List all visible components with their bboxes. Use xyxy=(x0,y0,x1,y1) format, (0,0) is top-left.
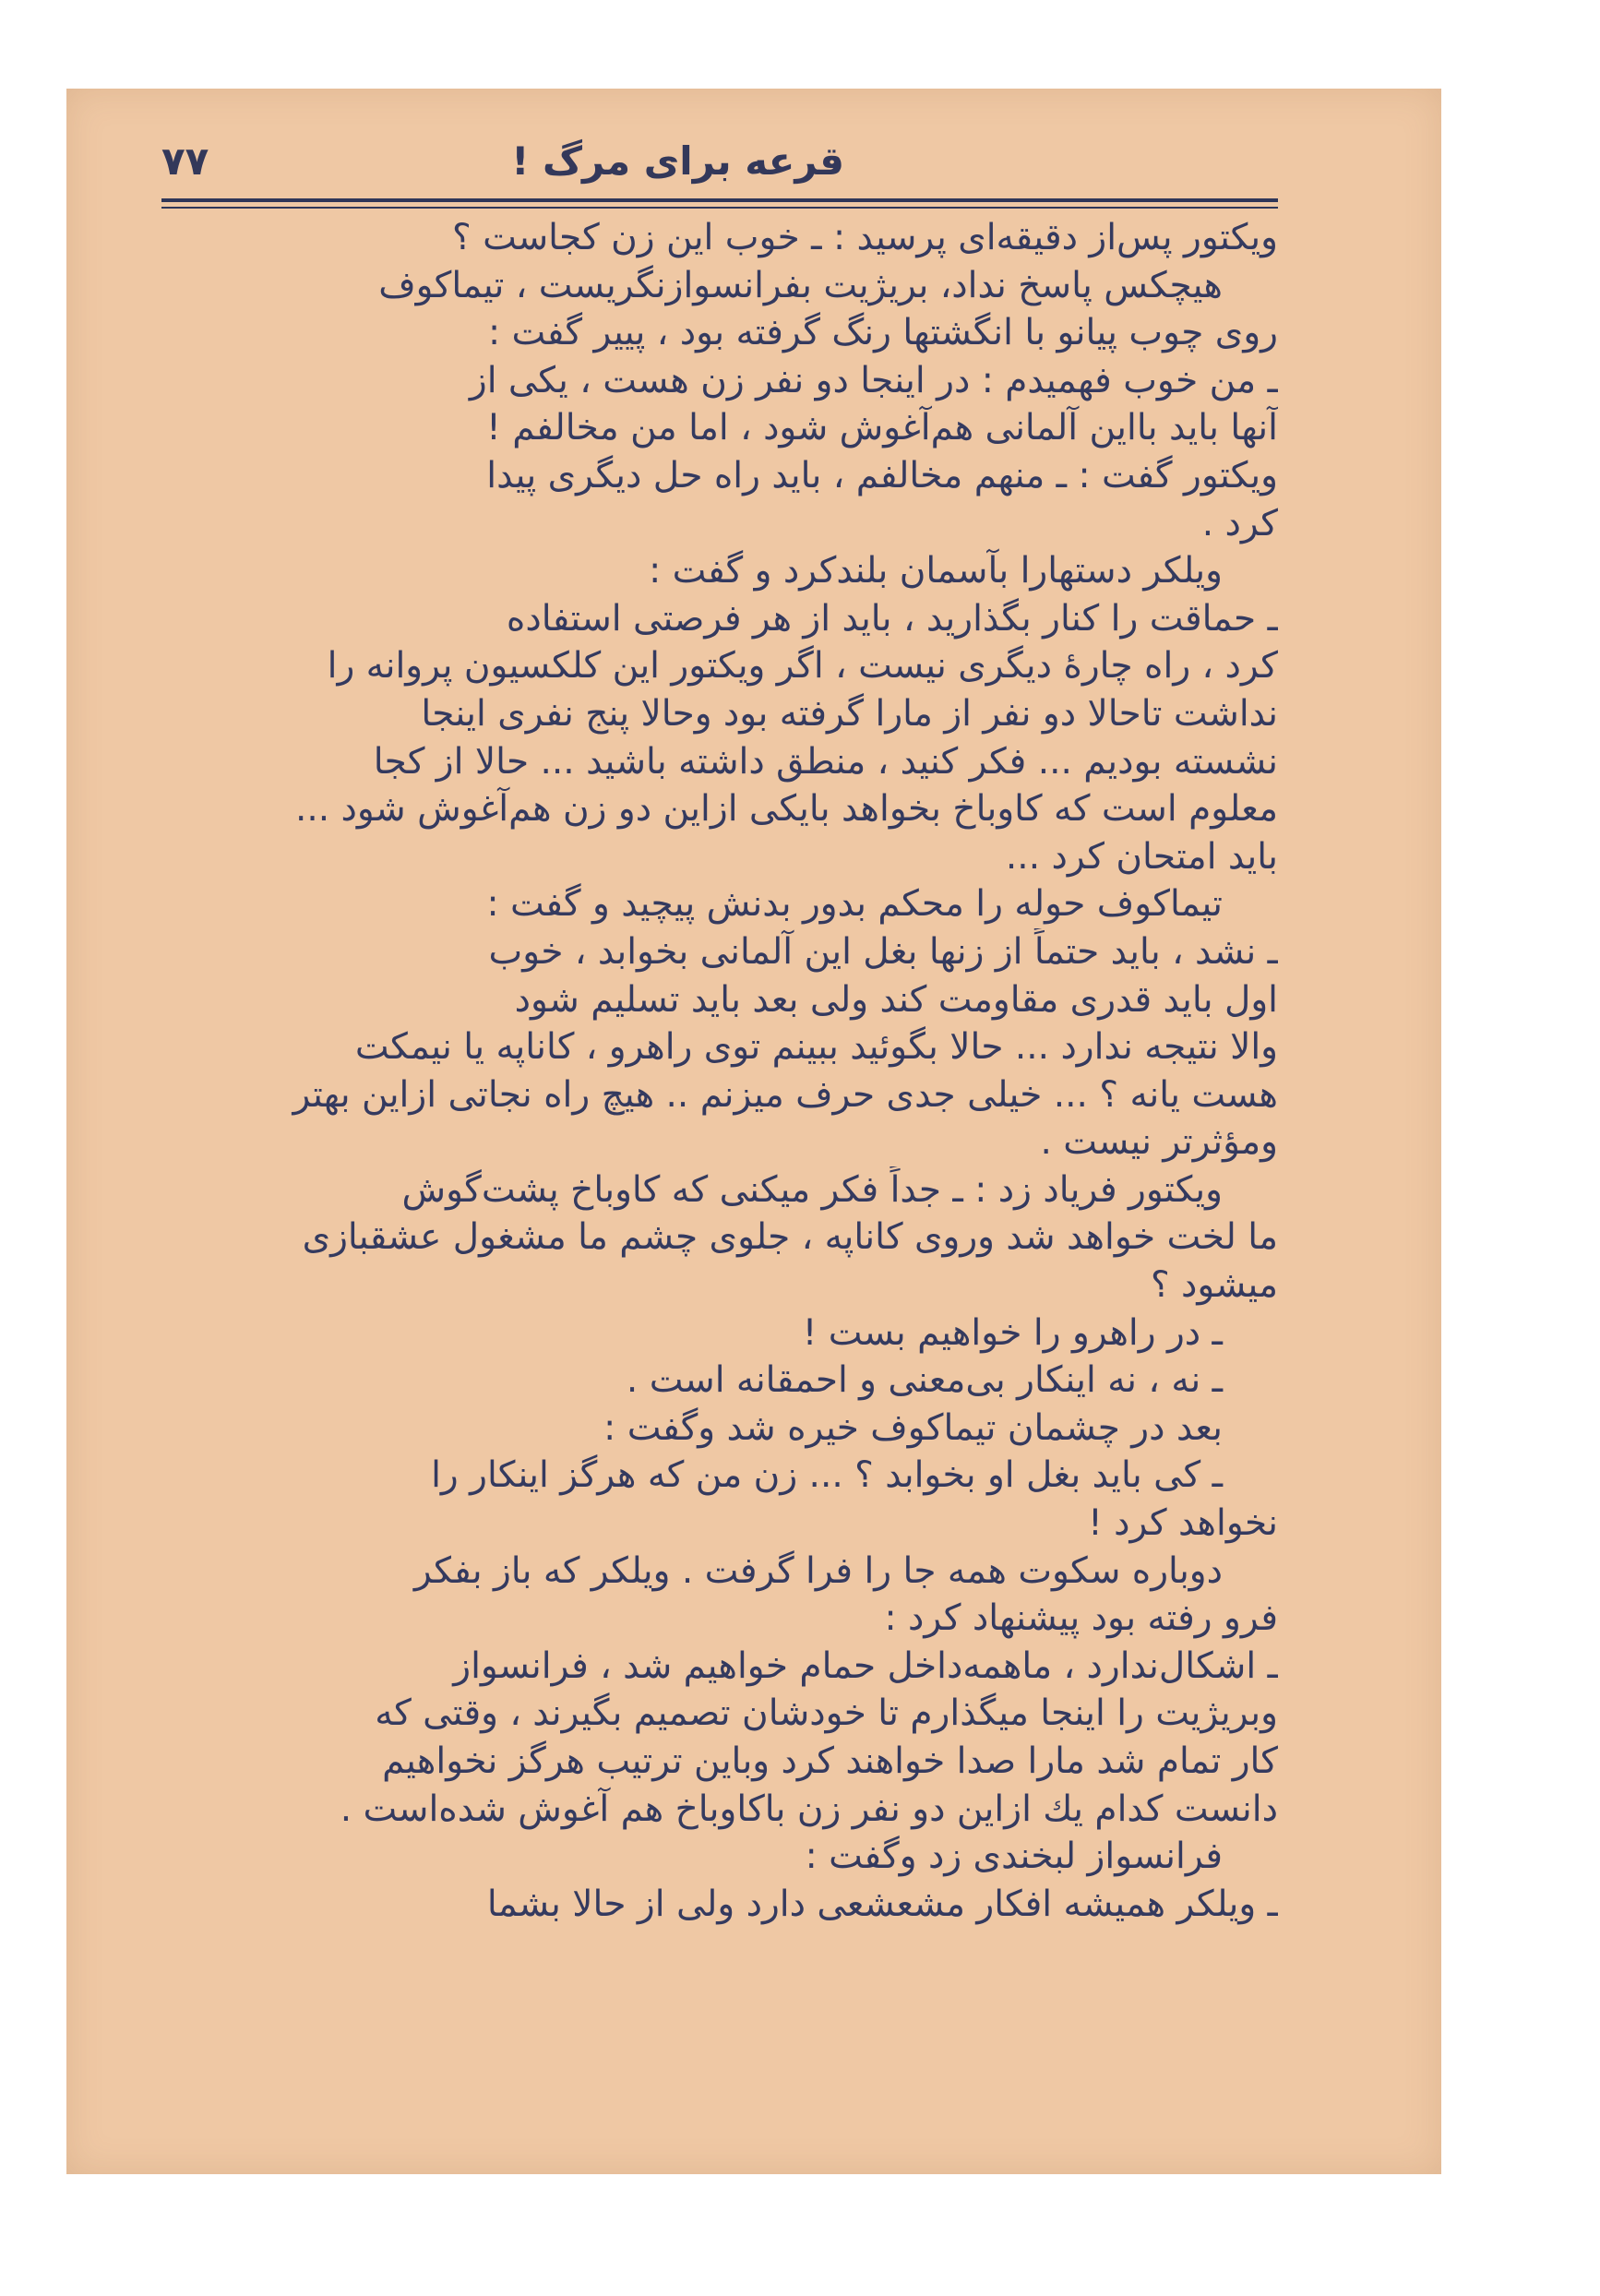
text-line: وبریژیت را اینجا میگذارم تا خودشان تصمیم بگیرند ، وقتی که xyxy=(375,1692,1278,1735)
text-line: میشود ؟ xyxy=(1150,1264,1278,1307)
running-title: قرعه برای مرگ ! xyxy=(511,138,844,184)
text-line: ـ در راهرو را خواهیم بست ! xyxy=(802,1311,1223,1354)
text-line: آنها باید بااین آلمانی هم‌آغوش شود ، اما من مخالفم ! xyxy=(486,407,1278,449)
text-line: ویکتور فریاد زد : ـ جداً فکر میکنی که کاوباخ پشت‌گوش xyxy=(401,1168,1223,1211)
text-line: بعد در چشمان تیماکوف خیره شد وگفت : xyxy=(603,1406,1223,1449)
text-line: ـ اشکال‌ندارد ، ماهمه‌داخل حمام خواهیم شد ، فرانسواز xyxy=(453,1644,1278,1687)
text-line: فرو رفته بود پیشنهاد کرد : xyxy=(884,1597,1278,1640)
text-line: تیماکوف حوله را محکم بدور بدنش پیچید و گفت : xyxy=(486,883,1223,926)
text-line: هیچکس پاسخ نداد، بریژیت بفرانسوازنگریست ، تیماکوف xyxy=(378,264,1223,306)
body-text xyxy=(161,214,1278,1928)
page-header xyxy=(161,138,1278,205)
text-line: ـ کی باید بغل او بخوابد ؟ ... زن من که هرگز اینکار را xyxy=(431,1454,1223,1497)
text-line: والا نتیجه ندارد ... حالا بگوئید ببینم توی راهرو ، کاناپه یا نیمکت xyxy=(354,1026,1278,1069)
text-line: نداشت تاحالا دو نفر از مارا گرفته بود وحالا پنج نفری اینجا xyxy=(421,692,1278,735)
text-line: ـ نه ، نه اینکار بی‌معنی و احمقانه است . xyxy=(626,1359,1223,1402)
text-line: اول باید قدری مقاومت کند ولی بعد باید تسلیم شود xyxy=(514,978,1278,1021)
text-line: نشسته بودیم ... فکر کنید ، منطق داشته باشید ... حالا از کجا xyxy=(373,740,1278,783)
text-line: ویلکر دستهارا بآسمان بلندکرد و گفت : xyxy=(649,550,1223,592)
text-line: کار تمام شد مارا صدا خواهند کرد وباین ترتیب هرگز نخواهیم xyxy=(382,1740,1278,1782)
text-line: ـ نشد ، باید حتماً از زنها بغل این آلمانی بخوابد ، خوب xyxy=(488,930,1278,973)
header-rule-thick xyxy=(161,198,1278,202)
text-line: ـ ویلکر همیشه افکار مشعشعی دارد ولی از حالا بشما xyxy=(486,1883,1278,1925)
text-line: فرانسواز لبخندی زد وگفت : xyxy=(805,1836,1223,1878)
text-line: کرد ، راه چارهٔ دیگری نیست ، اگر ویکتور این کلکسیون پروانه را xyxy=(327,645,1278,688)
text-line: دوباره سکوت همه جا را فرا گرفت . ویلکر که باز بفکر xyxy=(413,1549,1223,1592)
text-line: روی چوب پیانو با انگشتها رنگ گرفته بود ، پییر گفت : xyxy=(487,312,1278,354)
text-line: هست یانه ؟ ... خیلی جدی حرف میزنم .. هیچ راه نجاتی ازاین بهتر xyxy=(293,1073,1278,1116)
text-line: ـ حماقت را کنار بگذارید ، باید از هر فرصتی استفاده xyxy=(506,597,1278,640)
text-line: دانست کدام یك ازاین دو نفر زن باکاوباخ هم آغوش شده‌است . xyxy=(340,1788,1278,1830)
text-line: ویکتور پس‌از دقیقه‌ای پرسید : ـ خوب این زن کجاست ؟ xyxy=(452,217,1278,258)
text-line: ما لخت خواهد شد وروی کاناپه ، جلوی چشم ما مشغول عشقبازی xyxy=(302,1216,1278,1259)
text-line: نخواهد کرد ! xyxy=(1088,1502,1278,1545)
text-line: ـ من خوب فهمیدم : در اینجا دو نفر زن هست ، یکی از xyxy=(469,359,1278,401)
header-rule-thin xyxy=(161,207,1278,209)
text-line: ومؤثرتر نیست . xyxy=(1040,1121,1278,1164)
text-line: کرد . xyxy=(1201,502,1278,544)
text-line: ویکتور گفت : ـ منهم مخالفم ، باید راه حل دیگری پیدا xyxy=(486,454,1278,496)
text-line: معلوم است که کاوباخ بخواهد بایکی ازاین دو زن هم‌آغوش شود ... xyxy=(294,788,1278,831)
page-number: ۷۷ xyxy=(161,138,209,184)
text-line: باید امتحان کرد ... xyxy=(1005,835,1278,878)
